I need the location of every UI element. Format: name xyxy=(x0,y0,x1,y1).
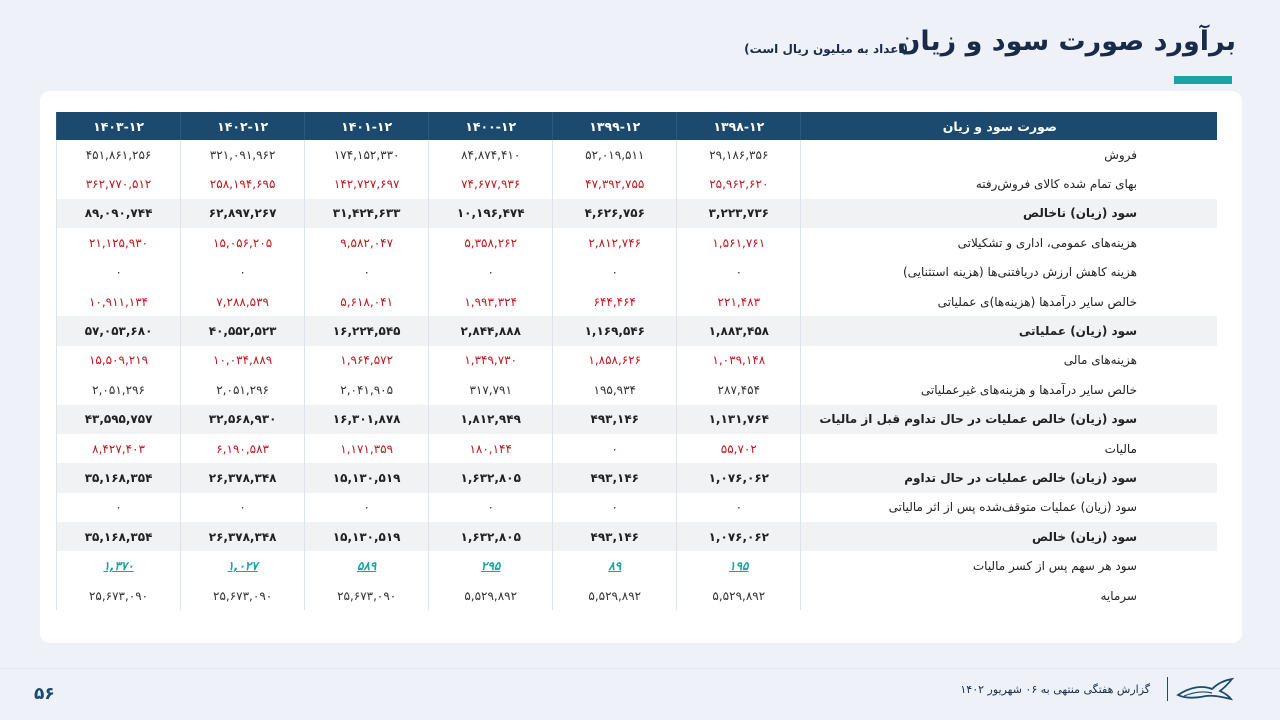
value-cell: ۲,۸۱۲,۷۴۶ xyxy=(553,228,677,257)
table-row xyxy=(57,405,1218,434)
table-header-row xyxy=(57,112,1218,140)
row-label: سود (زیان) عملیات متوقف‌شده پس از اثر مالیاتی xyxy=(801,493,1217,522)
table-row xyxy=(57,287,1218,316)
value-cell: ۲۶,۳۷۸,۳۴۸ xyxy=(181,522,305,551)
value-cell: ۸۹,۰۹۰,۷۴۴ xyxy=(57,199,181,228)
value-cell: ۰ xyxy=(429,258,553,287)
value-cell: ۱,۰۳۹,۱۴۸ xyxy=(677,346,801,375)
value-cell: ۱,۰۷۶,۰۶۲ xyxy=(677,463,801,492)
value-cell: ۲۵,۶۷۳,۰۹۰ xyxy=(305,581,429,610)
value-cell: ۱۰,۹۱۱,۱۳۴ xyxy=(57,287,181,316)
value-cell: ۱۵,۰۵۶,۲۰۵ xyxy=(181,228,305,257)
table-row xyxy=(57,434,1218,463)
table-row xyxy=(57,169,1218,198)
value-cell: ۵,۵۲۹,۸۹۲ xyxy=(553,581,677,610)
value-cell: ۳۱۷,۷۹۱ xyxy=(429,375,553,404)
value-cell: ۴۹۳,۱۴۶ xyxy=(553,522,677,551)
value-cell: ۱,۶۳۲,۸۰۵ xyxy=(429,463,553,492)
value-cell: ۶۲,۸۹۷,۲۶۷ xyxy=(181,199,305,228)
header-cell-year: ۱۴۰۲-۱۲ xyxy=(181,112,305,140)
value-cell: ۲۵,۶۷۳,۰۹۰ xyxy=(181,581,305,610)
table-row xyxy=(57,581,1218,610)
value-cell: ۱۵,۱۳۰,۵۱۹ xyxy=(305,522,429,551)
value-cell: ۱۸۰,۱۴۴ xyxy=(429,434,553,463)
value-cell: ۵۷,۰۵۳,۶۸۰ xyxy=(57,316,181,345)
value-cell: ۱,۱۳۱,۷۶۴ xyxy=(677,405,801,434)
value-cell: ۰ xyxy=(181,493,305,522)
header-cell-year: ۱۳۹۸-۱۲ xyxy=(677,112,801,140)
value-cell: ۳۲۱,۰۹۱,۹۶۲ xyxy=(181,140,305,169)
eps-link[interactable]: ۱۹۵ xyxy=(677,551,801,580)
value-cell: ۱,۸۱۲,۹۴۹ xyxy=(429,405,553,434)
value-cell: ۵,۳۵۸,۲۶۲ xyxy=(429,228,553,257)
eps-link[interactable]: ۵۸۹ xyxy=(305,551,429,580)
header-cell-statement: صورت سود و زیان xyxy=(801,112,1217,140)
table-row xyxy=(57,316,1218,345)
value-cell: ۱۷۴,۱۵۲,۳۳۰ xyxy=(305,140,429,169)
report-caption: گزارش هفتگی منتهی به ۰۶ شهریور ۱۴۰۲ xyxy=(960,683,1150,696)
value-cell: ۱۹۵,۹۳۴ xyxy=(553,375,677,404)
row-label: مالیات xyxy=(801,434,1217,463)
table-row xyxy=(57,228,1218,257)
row-label: سرمایه xyxy=(801,581,1217,610)
value-cell: ۲۹,۱۸۶,۳۵۶ xyxy=(677,140,801,169)
value-cell: ۵,۵۲۹,۸۹۲ xyxy=(677,581,801,610)
value-cell: ۱,۹۹۳,۳۲۴ xyxy=(429,287,553,316)
page-title: برآورد صورت سود و زیان xyxy=(897,26,1236,57)
value-cell: ۰ xyxy=(553,493,677,522)
value-cell: ۱۶,۲۲۴,۵۴۵ xyxy=(305,316,429,345)
value-cell: ۵۵,۷۰۲ xyxy=(677,434,801,463)
page-subtitle: (اعداد به میلیون ریال است) xyxy=(744,42,908,56)
table-row xyxy=(57,551,1218,580)
value-cell: ۰ xyxy=(57,493,181,522)
value-cell: ۶۴۴,۴۶۴ xyxy=(553,287,677,316)
row-label: سود (زیان) خالص عملیات در حال تداوم xyxy=(801,463,1217,492)
footer-divider xyxy=(0,668,1280,669)
row-label: هزینه کاهش ارزش دریافتنی‌ها (هزینه استثنایی) xyxy=(801,258,1217,287)
value-cell: ۰ xyxy=(677,493,801,522)
table-row xyxy=(57,199,1218,228)
value-cell: ۰ xyxy=(553,258,677,287)
row-label: سود (زیان) خالص xyxy=(801,522,1217,551)
row-label: فروش xyxy=(801,140,1217,169)
header-cell-year: ۱۴۰۱-۱۲ xyxy=(305,112,429,140)
value-cell: ۱۵,۵۰۹,۲۱۹ xyxy=(57,346,181,375)
value-cell: ۳۵,۱۶۸,۳۵۴ xyxy=(57,522,181,551)
value-cell: ۲۱,۱۲۵,۹۳۰ xyxy=(57,228,181,257)
value-cell: ۵,۵۲۹,۸۹۲ xyxy=(429,581,553,610)
value-cell: ۷,۲۸۸,۵۳۹ xyxy=(181,287,305,316)
income-statement-table xyxy=(56,112,1217,610)
value-cell: ۲,۰۵۱,۲۹۶ xyxy=(181,375,305,404)
value-cell: ۳۲,۵۶۸,۹۳۰ xyxy=(181,405,305,434)
table-row xyxy=(57,346,1218,375)
value-cell: ۰ xyxy=(553,434,677,463)
value-cell: ۳,۲۲۳,۷۳۶ xyxy=(677,199,801,228)
row-label: خالص سایر درآمدها و هزینه‌های غیرعملیاتی xyxy=(801,375,1217,404)
table-row xyxy=(57,463,1218,492)
value-cell: ۲۵,۹۶۲,۶۲۰ xyxy=(677,169,801,198)
value-cell: ۱,۱۷۱,۳۵۹ xyxy=(305,434,429,463)
value-cell: ۴۹۳,۱۴۶ xyxy=(553,405,677,434)
value-cell: ۲۸۷,۴۵۴ xyxy=(677,375,801,404)
row-label: هزینه‌های عمومی، اداری و تشکیلاتی xyxy=(801,228,1217,257)
bird-logo-icon xyxy=(1176,675,1234,705)
table-card xyxy=(40,91,1242,643)
value-cell: ۰ xyxy=(305,258,429,287)
value-cell: ۱۴۲,۷۲۷,۶۹۷ xyxy=(305,169,429,198)
header-cell-year: ۱۴۰۳-۱۲ xyxy=(57,112,181,140)
value-cell: ۹,۵۸۲,۰۴۷ xyxy=(305,228,429,257)
row-label: خالص سایر درآمدها (هزینه‌ها)ی عملیاتی xyxy=(801,287,1217,316)
value-cell: ۱,۰۷۶,۰۶۲ xyxy=(677,522,801,551)
value-cell: ۱,۹۶۴,۵۷۲ xyxy=(305,346,429,375)
value-cell: ۱,۶۳۲,۸۰۵ xyxy=(429,522,553,551)
value-cell: ۰ xyxy=(429,493,553,522)
title-accent-bar xyxy=(1174,76,1232,84)
value-cell: ۲,۸۴۴,۸۸۸ xyxy=(429,316,553,345)
page-number: ۵۶ xyxy=(34,684,55,704)
value-cell: ۰ xyxy=(305,493,429,522)
value-cell: ۱۰,۱۹۶,۴۷۴ xyxy=(429,199,553,228)
value-cell: ۱,۱۶۹,۵۴۶ xyxy=(553,316,677,345)
value-cell: ۳۱,۴۲۴,۶۳۳ xyxy=(305,199,429,228)
row-label: سود (زیان) خالص عملیات در حال تداوم قبل از مالیات xyxy=(801,405,1217,434)
value-cell: ۸,۴۲۷,۴۰۳ xyxy=(57,434,181,463)
table-row xyxy=(57,522,1218,551)
row-label: سود (زیان) عملیاتی xyxy=(801,316,1217,345)
eps-link[interactable]: ۱,۰۲۷ xyxy=(181,551,305,580)
value-cell: ۱۶,۳۰۱,۸۷۸ xyxy=(305,405,429,434)
row-label: سود (زیان) ناخالص xyxy=(801,199,1217,228)
value-cell: ۴۳,۵۹۵,۷۵۷ xyxy=(57,405,181,434)
value-cell: ۲,۰۴۱,۹۰۵ xyxy=(305,375,429,404)
value-cell: ۴۹۳,۱۴۶ xyxy=(553,463,677,492)
value-cell: ۱,۵۶۱,۷۶۱ xyxy=(677,228,801,257)
table-row xyxy=(57,258,1218,287)
eps-link[interactable]: ۸۹ xyxy=(553,551,677,580)
row-label: هزینه‌های مالی xyxy=(801,346,1217,375)
eps-link[interactable]: ۱,۳۷۰ xyxy=(57,551,181,580)
header-cell-year: ۱۳۹۹-۱۲ xyxy=(553,112,677,140)
value-cell: ۲۵۸,۱۹۴,۶۹۵ xyxy=(181,169,305,198)
value-cell: ۴۵۱,۸۶۱,۲۵۶ xyxy=(57,140,181,169)
value-cell: ۱,۸۸۳,۴۵۸ xyxy=(677,316,801,345)
value-cell: ۱,۳۴۹,۷۳۰ xyxy=(429,346,553,375)
table-row xyxy=(57,493,1218,522)
row-label: سود هر سهم پس از کسر مالیات xyxy=(801,551,1217,580)
table-row xyxy=(57,140,1218,169)
value-cell: ۱۵,۱۳۰,۵۱۹ xyxy=(305,463,429,492)
eps-link[interactable]: ۲۹۵ xyxy=(429,551,553,580)
value-cell: ۵,۶۱۸,۰۴۱ xyxy=(305,287,429,316)
value-cell: ۲۲۱,۴۸۳ xyxy=(677,287,801,316)
value-cell: ۳۶۲,۷۷۰,۵۱۲ xyxy=(57,169,181,198)
value-cell: ۰ xyxy=(181,258,305,287)
row-label: بهای تمام شده کالای فروش‌رفته xyxy=(801,169,1217,198)
value-cell: ۲,۰۵۱,۲۹۶ xyxy=(57,375,181,404)
value-cell: ۰ xyxy=(57,258,181,287)
header-cell-year: ۱۴۰۰-۱۲ xyxy=(429,112,553,140)
value-cell: ۰ xyxy=(677,258,801,287)
value-cell: ۲۵,۶۷۳,۰۹۰ xyxy=(57,581,181,610)
value-cell: ۷۴,۶۷۷,۹۳۶ xyxy=(429,169,553,198)
value-cell: ۲۶,۳۷۸,۳۴۸ xyxy=(181,463,305,492)
value-cell: ۱۰,۰۳۴,۸۸۹ xyxy=(181,346,305,375)
table-row xyxy=(57,375,1218,404)
value-cell: ۴,۶۲۶,۷۵۶ xyxy=(553,199,677,228)
value-cell: ۸۴,۸۷۴,۴۱۰ xyxy=(429,140,553,169)
value-cell: ۵۲,۰۱۹,۵۱۱ xyxy=(553,140,677,169)
footer-separator xyxy=(1167,677,1168,701)
value-cell: ۱,۸۵۸,۶۲۶ xyxy=(553,346,677,375)
value-cell: ۴۰,۵۵۲,۵۲۳ xyxy=(181,316,305,345)
value-cell: ۶,۱۹۰,۵۸۳ xyxy=(181,434,305,463)
value-cell: ۳۵,۱۶۸,۳۵۴ xyxy=(57,463,181,492)
value-cell: ۴۷,۳۹۲,۷۵۵ xyxy=(553,169,677,198)
